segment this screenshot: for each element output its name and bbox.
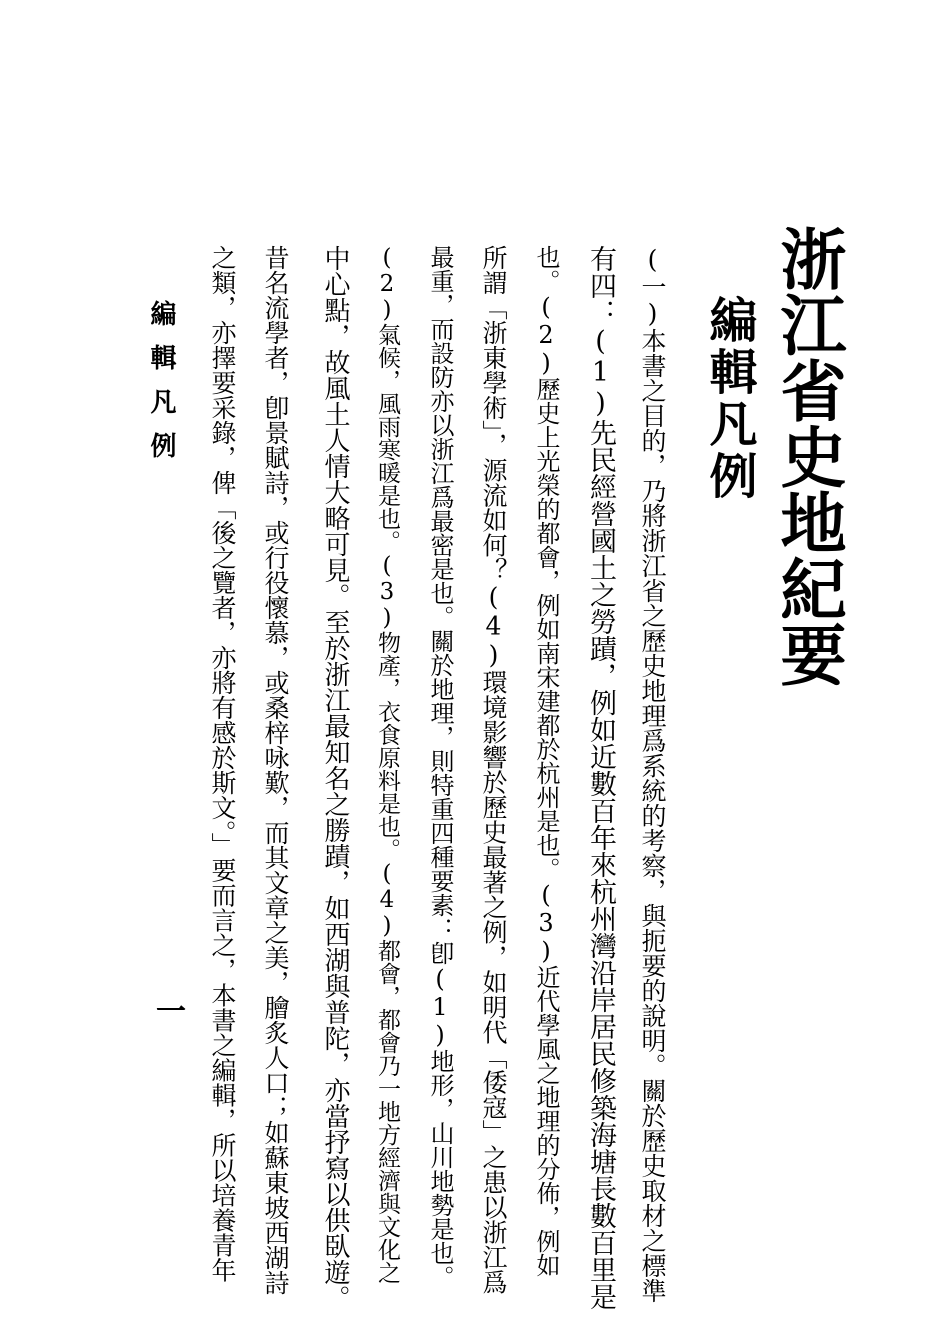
page-number: 一 — [150, 995, 185, 1025]
paragraph-line: 有四：(1)先民經營國土之勞蹟，例如近數百年來杭州灣沿岸居民修築海塘長數百里是 — [585, 245, 616, 1310]
paragraph-line: 也。(2)歷史上光榮的都會，例如南宋建都於杭州是也。(3)近代學風之地理的分佈，例如 — [532, 245, 560, 1277]
paragraph-line: (一)本書之目的，乃將浙江省之歷史地理爲系統的考察，與扼要的說明。關於歷史取材之標準 — [638, 245, 667, 1303]
book-title: 浙江省史地紀要 — [769, 225, 847, 687]
paragraph-line: 最重，而設防亦以浙江爲最密是也。關於地理，則特重四種要素：卽(1)地形，山川地勢是也。 — [426, 245, 454, 1289]
paragraph-line: 中心點，故風土人情大略可見。至於浙江最知名之勝蹟，如西湖與普陀，亦當抒寫以供臥遊。 — [320, 245, 350, 1311]
paragraph-line: (2)氣候，風雨寒暖是也。(3)物產，衣食原料是也。(4)都會，都會乃一地方經濟與文化之 — [374, 245, 400, 1284]
paragraph-line: 之類，亦擇要采錄，俾「後之覽者，亦將有感於斯文。」要而言之，本書之編輯，所以培養青年 — [208, 245, 237, 1283]
footer-section-label: 編輯凡例 — [146, 300, 176, 476]
paragraph-line: 昔名流學者，卽景賦詩，或行役懷慕，或桑梓咏歎，而其文章之美，膾炙人口；如蘇東坡西湖詩 — [261, 245, 290, 1295]
section-title: 編輯凡例 — [701, 295, 757, 503]
paragraph-line: 所謂「浙東學術」，源流如何？(4)環境影響於歷史最著之例，如明代「倭寇」之患以浙江爲 — [479, 245, 508, 1295]
